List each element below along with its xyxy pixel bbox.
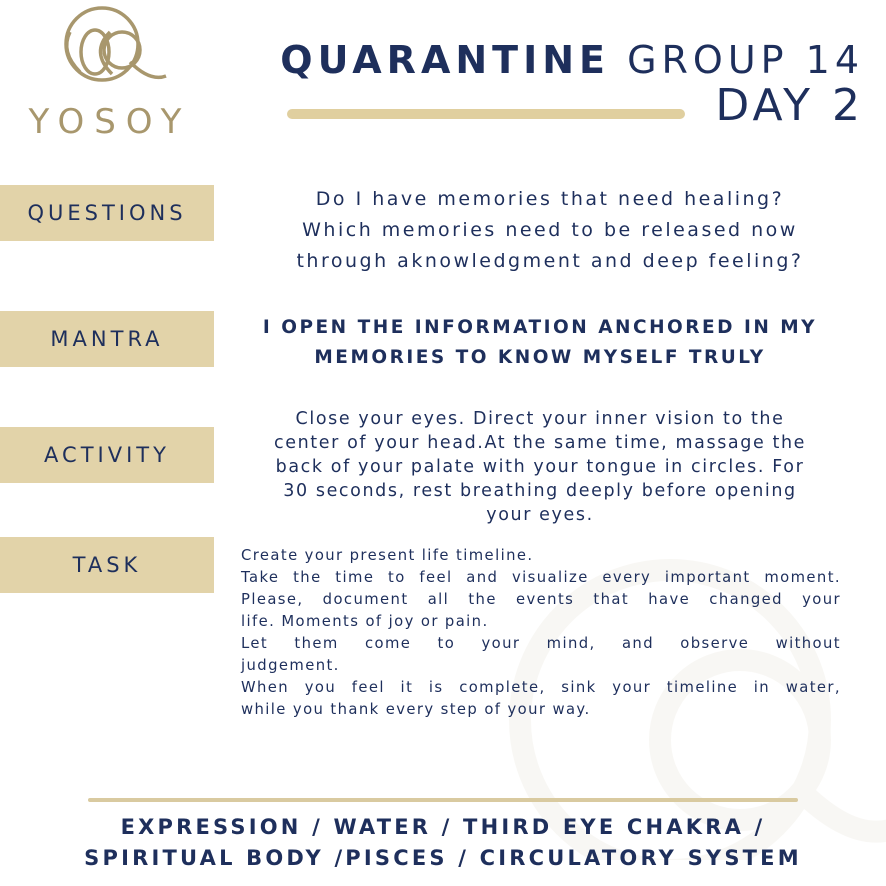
questions-line: through aknowledgment and deep feeling?	[296, 250, 804, 272]
mantra-line: MEMORIES TO KNOW MYSELF TRULY	[314, 347, 766, 368]
task-line: Let them come to your mind, and observe without	[241, 635, 841, 652]
questions-line: Do I have memories that need healing?	[315, 188, 785, 210]
activity-line: back of your palate with your tongue in circles. For	[275, 457, 805, 477]
questions-text	[250, 184, 850, 277]
activity-line: Close your eyes. Direct your inner vision to the	[295, 409, 785, 429]
day-label: DAY 2	[715, 80, 864, 131]
title-divider	[287, 109, 685, 119]
footer-tags	[0, 812, 886, 874]
activity-line: 30 seconds, rest breathing deeply before opening	[283, 481, 797, 501]
activity-line: center of your head.At the same time, massage the	[274, 433, 806, 453]
task-text	[241, 545, 841, 721]
task-line: while you thank every step of your way.	[241, 701, 591, 718]
activity-line: your eyes.	[486, 505, 594, 525]
mantra-tab: MANTRA	[0, 311, 214, 367]
footer-divider	[88, 798, 798, 802]
activity-text	[240, 407, 840, 527]
questions-tab: QUESTIONS	[0, 185, 214, 241]
task-line: Please, document all the events that have changed your	[241, 591, 841, 608]
footer-line: SPIRITUAL BODY /PISCES / CIRCULATORY SYSTEM	[84, 846, 802, 870]
mantra-text	[230, 313, 850, 373]
brand-name: YOSOY	[28, 102, 192, 142]
mantra-line: I OPEN THE INFORMATION ANCHORED IN MY	[262, 317, 818, 338]
activity-tab: ACTIVITY	[0, 427, 214, 483]
footer-line: EXPRESSION / WATER / THIRD EYE CHAKRA /	[120, 815, 766, 839]
task-tab: TASK	[0, 537, 214, 593]
title-bold: QUARANTINE	[280, 38, 610, 82]
task-line: Create your present life timeline.	[241, 547, 534, 564]
yosoy-logo-icon	[50, 2, 180, 102]
questions-line: Which memories need to be released now	[302, 219, 798, 241]
task-line: life. Moments of joy or pain.	[241, 613, 489, 630]
brand-logo	[10, 2, 210, 142]
page-title	[280, 38, 864, 82]
title-rest: GROUP 14	[627, 38, 864, 82]
task-line: Take the time to feel and visualize every important moment.	[241, 569, 841, 586]
task-line: judgement.	[241, 657, 340, 674]
task-line: When you feel it is complete, sink your timeline in water,	[241, 679, 841, 696]
